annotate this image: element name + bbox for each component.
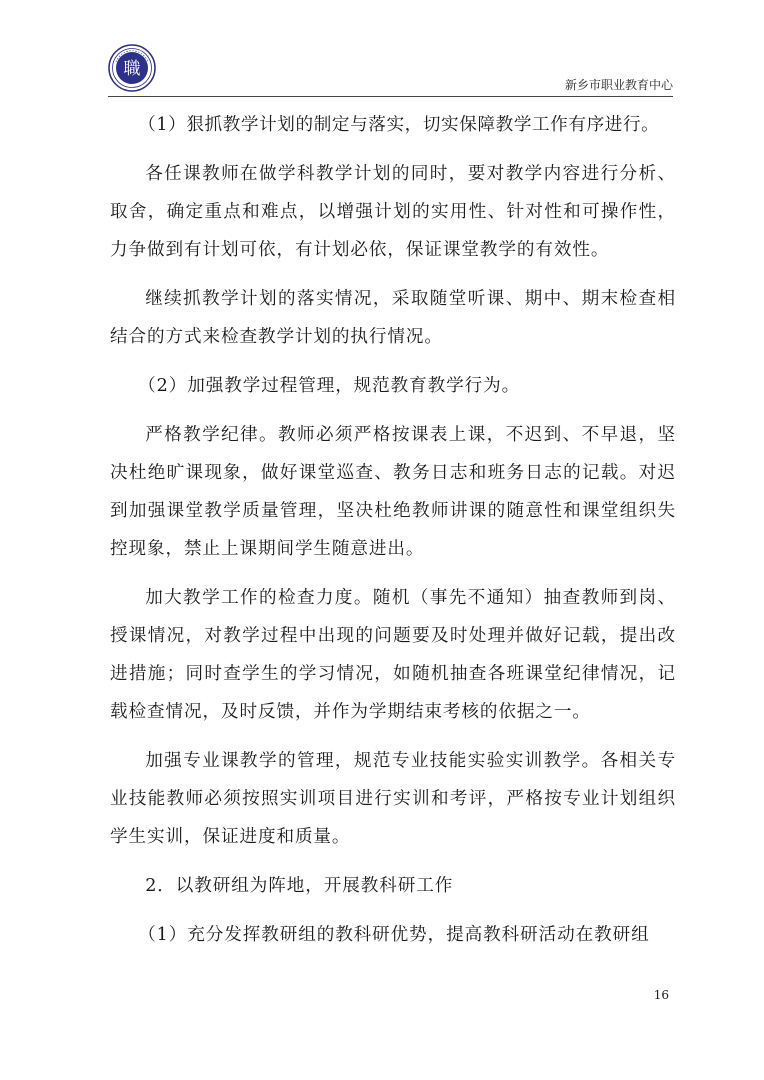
page-header (108, 44, 673, 94)
page-number: 16 (653, 988, 669, 1002)
svg-text:職: 職 (123, 59, 141, 79)
paragraph: 严格教学纪律。教师必须严格按课表上课，不迟到、不早退，坚决杜绝旷课现象，做好课堂巡查、教务日志和班务日志的记载。对迟到加强课堂教学质量管理，坚决杜绝教师讲课的随意性和课堂组织失控现象，禁止上课期间学生随意进出。 (110, 425, 676, 559)
school-emblem-icon (108, 44, 156, 92)
paragraph: （1）狠抓教学计划的制定与落实，切实保障教学工作有序进行。 (138, 115, 660, 135)
header-divider (108, 96, 673, 97)
paragraph: 继续抓教学计划的落实情况，采取随堂听课、期中、期末检查相结合的方式来检查教学计划的执行情况。 (110, 289, 676, 347)
paragraph: （1）充分发挥教研组的教科研优势，提高教科研活动在教研组 (138, 925, 650, 945)
paragraph: 加大教学工作的检查力度。随机（事先不通知）抽查教师到岗、授课情况，对教学过程中出现的问题要及时处理并做好记载，提出改进措施；同时查学生的学习情况，如随机抽查各班课堂纪律情况，记载检查情况，及时反馈，并作为学期结束考核的依据之一。 (110, 588, 676, 722)
header-title: 新乡市职业教育中心 (564, 78, 673, 92)
paragraph: （2）加强教学过程管理，规范教育教学行为。 (138, 376, 521, 396)
section-heading: 2．以教研组为阵地，开展教科研工作 (145, 876, 454, 896)
paragraph: 加强专业课教学的管理，规范专业技能实验实训教学。各相关专业技能教师必须按照实训项目进行实训和考评，严格按专业计划组织学生实训，保证进度和质量。 (110, 751, 676, 847)
paragraph: 各任课教师在做学科教学计划的同时，要对教学内容进行分析、取舍，确定重点和难点，以增强计划的实用性、针对性和可操作性，力争做到有计划可依，有计划必依，保证课堂教学的有效性。 (110, 164, 676, 260)
document-body (110, 106, 676, 954)
